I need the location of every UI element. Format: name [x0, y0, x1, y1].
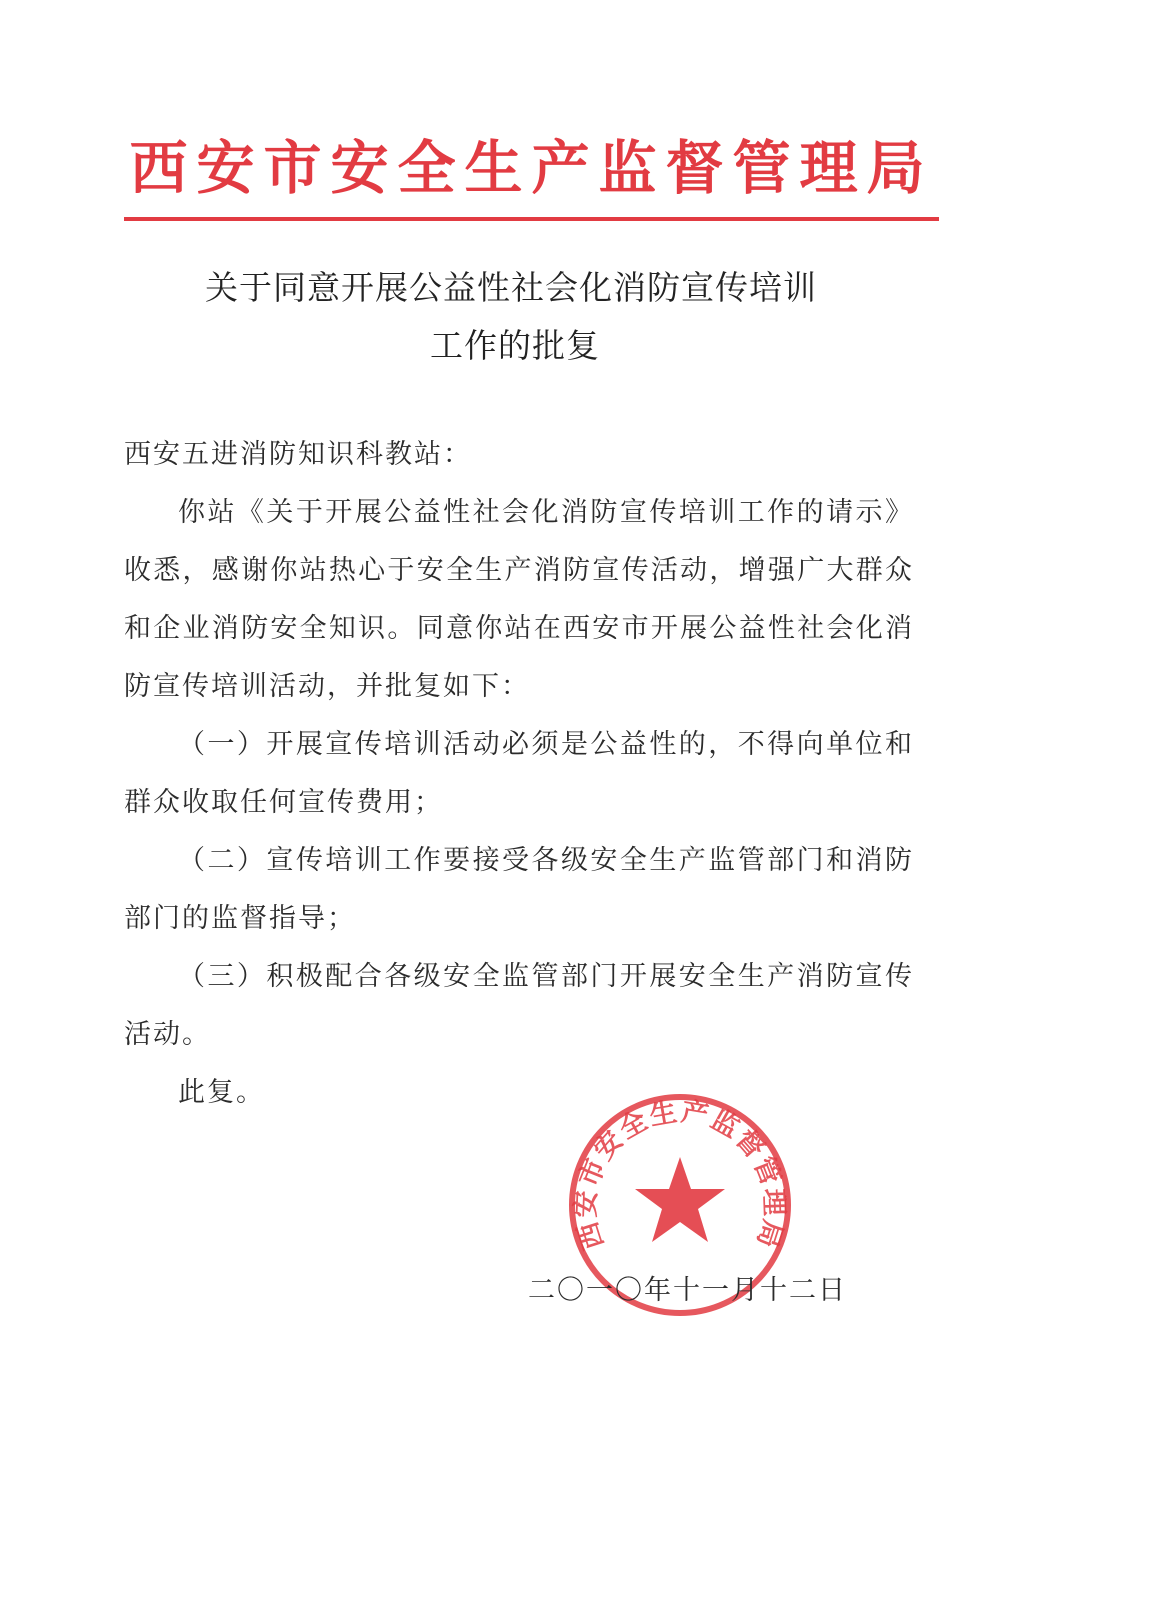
issuing-agency-header: 西安市安全生产监督管理局 — [129, 134, 934, 202]
list-item-1: （一）开展宣传培训活动必须是公益性的，不得向单位和群众收取任何宣传费用； — [124, 729, 914, 818]
document-title-line-1: 关于同意开展公益性社会化消防宣传培训 — [205, 268, 817, 307]
issue-date: 二〇一〇年十一月十二日 — [528, 1275, 847, 1306]
header-divider — [124, 217, 939, 221]
recipient: 西安五进消防知识科教站： — [124, 439, 472, 470]
list-item-3: （三）积极配合各级安全监管部门开展安全生产消防宣传活动。 — [124, 961, 914, 1050]
seal-star-icon — [635, 1157, 725, 1242]
closing-remark: 此复。 — [178, 1077, 265, 1108]
document-title-line-2: 工作的批复 — [430, 326, 600, 365]
list-item-2: （二）宣传培训工作要接受各级安全生产监管部门和消防部门的监督指导； — [124, 845, 914, 934]
seal-text: 西安市安全生产监督管理局 — [570, 1096, 790, 1254]
paragraph-main: 你站《关于开展公益性社会化消防宣传培训工作的请示》收悉，感谢你站热心于安全生产消防宣传活动，增强广大群众和企业消防安全知识。同意你站在西安市开展公益性社会化消防宣传培训活动，并批复如下： — [124, 497, 914, 702]
